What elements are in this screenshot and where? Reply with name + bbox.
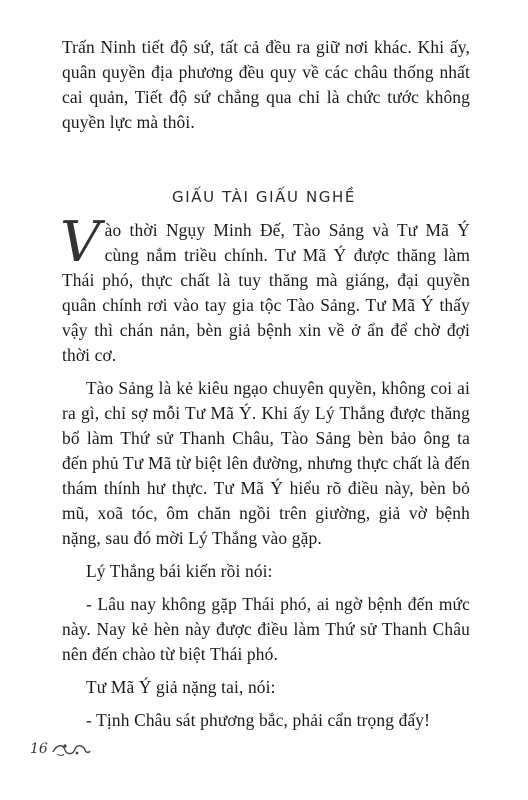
paragraph-3: Lý Thắng bái kiến rồi nói: xyxy=(86,561,273,581)
dropcap-letter: V xyxy=(60,210,101,275)
section-body xyxy=(60,210,470,741)
page-number: 16 xyxy=(30,741,48,757)
section-heading: GIẤU TÀI GIẤU NGHỀ xyxy=(172,188,356,206)
paragraph-2: Tào Sảng là kẻ kiêu ngạo chuyên quyền, không coi ai ra gì, chỉ sợ mỗi Tư Mã Ý. Khi ấy Lý Thắng được thăng bổ làm Thứ sử Thanh Châu, Tào Sảng bèn bảo ông ta đến phủ Tư Mã từ biệt lên đường, nhưng thực chất là đến thám thính hư thực. Tư Mã Ý hiểu rõ điều này, bèn bỏ mũ, xoã tóc, ôm chăn ngồi trên giường, giả vờ bệnh nặng, sau đó mời Lý Thắng vào gặp. xyxy=(62,378,470,548)
page-footer xyxy=(30,740,91,758)
paragraph-1-text: ào thời Ngụy Minh Đế, Tào Sảng và Tư Mã Ý cùng nắm triều chính. Tư Mã Ý được thăng làm Thái phó, thực chất là tuy thăng mà giáng, đại quyền quân chính rơi vào tay gia tộc Tào Sảng. Tư Mã Ý thấy vậy thì chán nản, bèn giả bệnh xin về ở ẩn để chờ đợi thời cơ. xyxy=(62,220,470,365)
paragraph-5: Tư Mã Ý giả nặng tai, nói: xyxy=(86,677,276,697)
intro-paragraph: Trấn Ninh tiết độ sứ, tất cả đều ra giữ nơi khác. Khi ấy, quân quyền địa phương đều quy về các châu thống nhất cai quản, Tiết độ sứ chẳng qua chỉ là chức tước không quyền lực mà thôi. xyxy=(62,37,470,132)
paragraph-6: - Tịnh Châu sát phương bắc, phải cẩn trọng đấy! xyxy=(86,710,431,730)
intro-text-block xyxy=(62,35,470,143)
footer-ornament-icon xyxy=(51,740,91,758)
paragraph-1 xyxy=(60,210,470,368)
paragraph-4: - Lâu nay không gặp Thái phó, ai ngờ bệnh đến mức này. Nay kẻ hèn này được điều làm Thứ sử Thanh Châu nên đến chào từ biệt Thái phó. xyxy=(62,594,470,664)
